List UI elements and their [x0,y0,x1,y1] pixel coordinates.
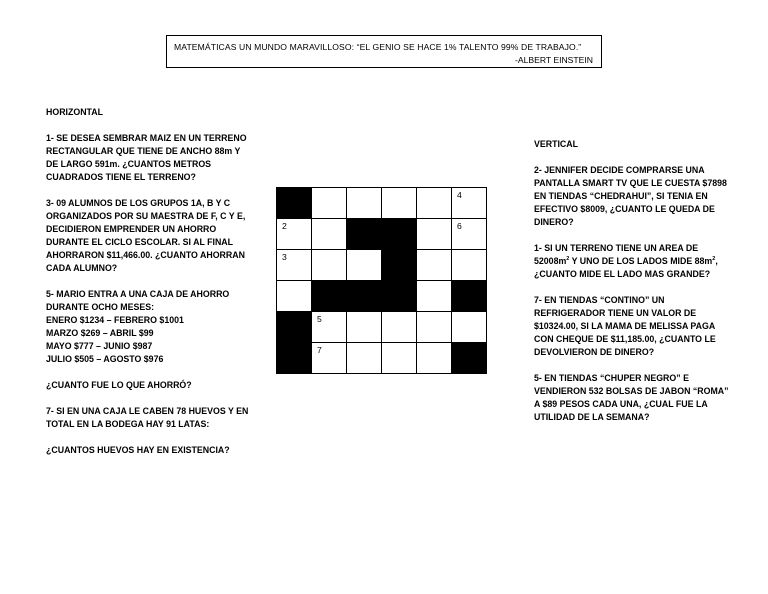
answer-cell[interactable] [277,250,312,281]
answer-cell[interactable] [417,188,452,219]
savings-row: MAYO $777 – JUNIO $987 [46,341,153,351]
clue-number: 4 [457,190,462,200]
answer-cell[interactable] [417,343,452,374]
answer-cell[interactable] [382,343,417,374]
black-cell [382,281,417,312]
answer-cell[interactable] [382,188,417,219]
grid-row [277,312,487,343]
grid-row [277,250,487,281]
horizontal-clues [46,106,251,470]
clue-number: 2 [282,221,287,231]
answer-cell[interactable] [347,343,382,374]
answer-cell[interactable] [417,250,452,281]
answer-cell[interactable] [312,312,347,343]
answer-cell[interactable] [312,343,347,374]
answer-cell[interactable] [312,250,347,281]
crossword-grid [276,187,487,374]
answer-cell[interactable] [452,188,487,219]
title-box [166,35,602,68]
clue-number: 7 [317,345,322,355]
grid-row [277,281,487,312]
title-quote: MATEMÁTICAS UN MUNDO MARAVILLOSO: “EL GENIO SE HACE 1% TALENTO 99% DE TRABAJO.” [174,42,582,52]
black-cell [312,281,347,312]
clue-5-question: ¿CUANTO FUE LO QUE AHORRÓ? [46,380,192,390]
horizontal-clue-7: 7- SI EN UNA CAJA LE CABEN 78 HUEVOS Y EN TOTAL EN LA BODEGA HAY 91 LATAS: [46,406,249,429]
clue-5-intro: 5- MARIO ENTRA A UNA CAJA DE AHORRO DURANTE OCHO MESES: [46,289,230,312]
clue-7-question: ¿CUANTOS HUEVOS HAY EN EXISTENCIA? [46,445,230,455]
vertical-title: VERTICAL [534,139,578,149]
black-cell [277,343,312,374]
savings-row: MARZO $269 – ABRIL $99 [46,328,154,338]
grid-row [277,343,487,374]
answer-cell[interactable] [417,281,452,312]
horizontal-clue-5 [46,288,251,366]
savings-row: JULIO $505 – AGOSTO $976 [46,354,164,364]
black-cell [382,250,417,281]
answer-cell[interactable] [452,312,487,343]
answer-cell[interactable] [347,188,382,219]
black-cell [347,281,382,312]
answer-cell[interactable] [277,281,312,312]
vertical-clue-7: 7- EN TIENDAS “CONTINO” UN REFRIGERADOR TIENE UN VALOR DE $10324.00, SI LA MAMA DE MELISSA PAGA CON CHEQUE DE $11,185.00, ¿CUANTO LE DEVOLVIERON DE DINERO? [534,295,716,357]
answer-cell[interactable] [312,188,347,219]
horizontal-clue-1: 1- SE DESEA SEMBRAR MAIZ EN UN TERRENO RECTANGULAR QUE TIENE DE ANCHO 88m Y DE LARGO 591m. ¿CUANTOS METROS CUADRADOS TIENE EL TERRENO? [46,133,247,182]
black-cell [452,281,487,312]
black-cell [277,312,312,343]
vertical-clue-2: 2- JENNIFER DECIDE COMPRARSE UNA PANTALLA SMART TV QUE LE CUESTA $7898 EN TIENDAS “CHEDRAHUI”, SI TENIA EN EFECTIVO $8009, ¿CUANTO LE QUEDA DE DINERO? [534,165,727,227]
answer-cell[interactable] [277,219,312,250]
answer-cell[interactable] [347,250,382,281]
clue-number: 3 [282,252,287,262]
grid-row [277,188,487,219]
black-cell [382,219,417,250]
title-author: -ALBERT EINSTEIN [514,55,593,65]
answer-cell[interactable] [417,312,452,343]
vertical-clue-1: 1- SI UN TERRENO TIENE UN AREA DE $52008m^2$ Y UNO DE LOS LADOS MIDE $88m^2$, ¿CUANTO MIDE EL LADO MAS GRANDE? [534,243,718,279]
clue-number: 6 [457,221,462,231]
answer-cell[interactable] [347,312,382,343]
black-cell [347,219,382,250]
answer-cell[interactable] [417,219,452,250]
answer-cell[interactable] [312,219,347,250]
horizontal-title: HORIZONTAL [46,107,104,117]
grid-row [277,219,487,250]
answer-cell[interactable] [452,250,487,281]
savings-row: ENERO $1234 – FEBRERO $1001 [46,315,184,325]
answer-cell[interactable] [452,219,487,250]
vertical-clue-5: 5- EN TIENDAS “CHUPER NEGRO” E VENDIERON 532 BOLSAS DE JABON “ROMA” A $89 PESOS CADA UNA, ¿CUAL FUE LA UTILIDAD DE LA SEMANA? [534,373,729,422]
clue-number: 5 [317,314,322,324]
black-cell [452,343,487,374]
horizontal-clue-3: 3- 09 ALUMNOS DE LOS GRUPOS 1A, B Y C ORGANIZADOS POR SU MAESTRA DE F, C Y E, DECIDIERON EMPRENDER UN AHORRO DURANTE EL CICLO ESCOLAR. SI AL FINAL AHORRARON $11,466.00. ¿CUANTO AHORRAN CADA ALUMNO? [46,198,246,273]
black-cell [277,188,312,219]
answer-cell[interactable] [382,312,417,343]
vertical-clues [534,138,734,437]
